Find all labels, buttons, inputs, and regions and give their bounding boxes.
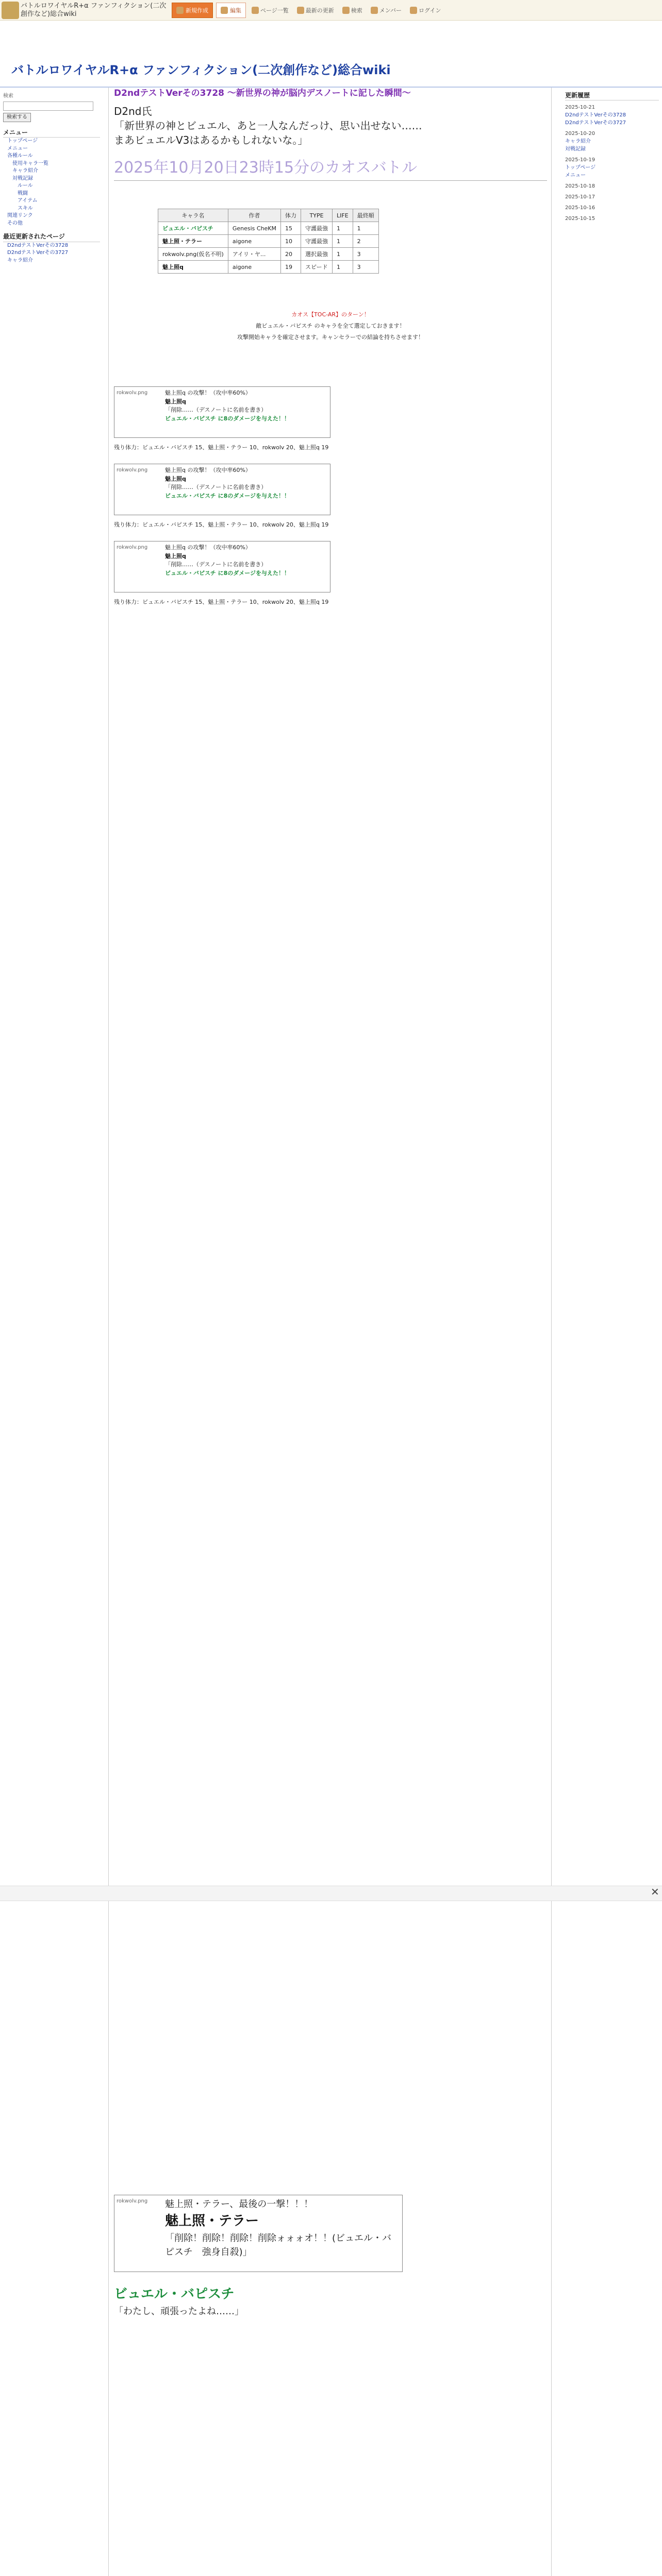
battle-card-text — [165, 544, 327, 578]
card-line: 魅上照q の攻撃！（攻中率60%） — [165, 389, 251, 396]
intro-line: 攻撃開始キャラを確定させます。キャンセラーでの結論を持ちさせます！ — [237, 334, 424, 341]
table-cell: 2 — [353, 235, 378, 248]
menu-item[interactable]: 使用キャラ一覧 — [12, 160, 48, 166]
login-link[interactable]: ログイン — [408, 6, 443, 14]
update-date: 2025-10-15 — [565, 216, 595, 222]
character-stat-table — [158, 209, 379, 274]
update-item[interactable]: 対戦記録 — [565, 146, 586, 152]
recent-item[interactable]: D2ndテストVerその3727 — [7, 250, 69, 256]
clock-icon — [297, 7, 304, 14]
table-cell: 15 — [281, 222, 301, 235]
victory-card — [114, 2282, 403, 2324]
update-item[interactable]: キャラ紹介 — [565, 139, 591, 144]
update-date: 2025-10-21 — [565, 105, 595, 110]
main-content — [108, 88, 552, 2576]
battle-card — [114, 386, 330, 438]
recent-heading: 最近更新されたページ — [3, 232, 100, 242]
page-list-link[interactable]: ページ一覧 — [250, 6, 291, 14]
new-page-button[interactable]: 新規作成 — [172, 3, 213, 18]
search-button[interactable]: 検索する — [3, 113, 31, 123]
table-cell: 魅上照q — [158, 261, 228, 274]
card-line: ビュエル・バピスチ に8のダメージを与えた！！ — [165, 415, 290, 422]
column-header: 体力 — [281, 209, 301, 222]
search-link[interactable]: 検索 — [340, 6, 365, 14]
battle-title: 2025年10月20日23時15分のカオスバトル — [114, 155, 547, 181]
card-line: ビュエル・バピスチ — [114, 2286, 235, 2302]
menu-heading: メニュー — [3, 128, 100, 138]
card-line: 魅上照q の攻撃！（攻中率60%） — [165, 467, 251, 473]
top-bar — [0, 0, 662, 21]
finisher-card — [114, 2195, 403, 2272]
card-line: 魅上照q — [165, 398, 186, 405]
menu-item[interactable]: 対戦記録 — [12, 175, 33, 181]
right-sidebar — [562, 88, 662, 2576]
card-line: ビュエル・バピスチ に8のダメージを与えた！！ — [165, 492, 290, 499]
search-label: 検索 — [3, 93, 13, 99]
search-icon — [342, 7, 350, 14]
table-cell: 守護最強 — [301, 235, 333, 248]
battle-card-text — [165, 466, 327, 500]
table-cell: 1 — [333, 235, 353, 248]
update-date: 2025-10-20 — [565, 131, 595, 137]
update-date: 2025-10-17 — [565, 194, 595, 200]
card-line: 「わたし、頑張ったよね……」 — [114, 2306, 244, 2317]
column-header: 最終順 — [353, 209, 378, 222]
victory-text — [114, 2284, 400, 2318]
update-date: 2025-10-18 — [565, 183, 595, 189]
column-header: LIFE — [333, 209, 353, 222]
menu-item[interactable]: スキル — [18, 205, 33, 211]
card-line: 「削除！削除！削除！削除ォォォオ！！(ビュエル・バピスチ 強身自殺)」 — [165, 2233, 392, 2258]
column-header: 作者 — [228, 209, 280, 222]
site-name[interactable]: バトルロワイヤルR+α ファンフィクション(二次創作など)総合wiki — [21, 2, 167, 18]
card-line: 「削除……（デスノートに名前を書き） — [165, 406, 267, 413]
turn-summary: 残り体力：ビュエル・バピスチ 15、魅上照・テラー 10、rokwolv 20、魅上照q 19 — [114, 521, 329, 528]
char-image: rokwolv.png — [117, 467, 148, 473]
search-input[interactable] — [3, 101, 93, 111]
char-image: rokwolv.png — [117, 390, 148, 396]
battle-intro — [114, 309, 547, 343]
battle-card-text — [165, 389, 327, 423]
card-line: 魅上照q の攻撃！（攻中率60%） — [165, 544, 251, 551]
char-image: rokwolv.png — [117, 2198, 148, 2204]
table-cell: 1 — [333, 222, 353, 235]
table-cell: 1 — [333, 261, 353, 274]
table-cell: 魅上照・テラー — [158, 235, 228, 248]
edit-button[interactable]: 編集 — [216, 3, 246, 18]
menu-item[interactable]: 戦闘 — [18, 190, 28, 196]
updates-heading: 更新履歴 — [565, 91, 659, 100]
table-cell: aigone — [228, 235, 280, 248]
recent-list — [3, 242, 100, 265]
turn-summary: 残り体力：ビュエル・バピスチ 15、魅上照・テラー 10、rokwolv 20、魅上照q 19 — [114, 599, 329, 605]
site-logo[interactable] — [2, 2, 19, 19]
quote-line: まあビュエルV3はあるかもしれないな。」 — [114, 134, 308, 146]
table-cell: 19 — [281, 261, 301, 274]
menu-list — [3, 138, 100, 227]
member-link[interactable]: メンバー — [369, 6, 404, 14]
recent-updates-link[interactable]: 最新の更新 — [295, 6, 336, 14]
table-cell: 3 — [353, 261, 378, 274]
quote-line: 「新世界の神とビュエル、あと一人なんだっけ、思い出せない…… — [114, 120, 422, 132]
login-icon — [410, 7, 417, 14]
card-line: 魅上照q — [165, 475, 186, 482]
battle-card — [114, 464, 330, 515]
member-icon — [371, 7, 378, 14]
table-cell: アイリ・ヤ... — [228, 248, 280, 261]
page-heading: D2ndテストVerその3728 ～新世界の神が脳内デスノートに記した瞬間～ — [114, 88, 411, 98]
update-date: 2025-10-19 — [565, 157, 595, 163]
intro-line: カオス【TOC-AR】のターン！ — [291, 311, 370, 318]
table-row — [158, 261, 379, 274]
table-cell: 守護最強 — [301, 222, 333, 235]
edit-icon — [221, 7, 228, 14]
card-line: 「削除……（デスノートに名前を書き） — [165, 561, 267, 568]
table-cell: rokwolv.png(仮名不明) — [158, 248, 228, 261]
menu-item[interactable]: ルール — [18, 183, 33, 189]
update-item[interactable]: D2ndテストVerその3728 — [565, 112, 626, 118]
table-cell: 1 — [333, 248, 353, 261]
finisher-text — [165, 2197, 399, 2259]
left-sidebar — [0, 88, 103, 2576]
close-icon[interactable]: ✕ — [651, 1886, 659, 1898]
menu-item[interactable]: アイテム — [18, 198, 38, 204]
wiki-title[interactable]: バトルロワイヤルR+α ファンフィクション(二次創作など)総合wiki — [11, 63, 391, 77]
column-header: TYPE — [301, 209, 333, 222]
table-row — [158, 235, 379, 248]
table-cell: スピード — [301, 261, 333, 274]
menu-item[interactable]: 各種ルール — [7, 153, 33, 159]
card-line: 魅上照・テラー — [165, 2213, 259, 2229]
recent-item[interactable]: D2ndテストVerその3728 — [7, 242, 69, 248]
update-date: 2025-10-16 — [565, 205, 595, 211]
new-icon — [176, 7, 184, 14]
turn-summary: 残り体力：ビュエル・バピスチ 15、魅上照・テラー 10、rokwolv 20、魅上照q 19 — [114, 444, 329, 451]
menu-item[interactable]: メニュー — [7, 145, 28, 151]
page-author: D2nd氏 — [114, 105, 152, 117]
battle-card — [114, 541, 330, 592]
card-line: 魅上照q — [165, 552, 186, 560]
recent-item[interactable]: キャラ紹介 — [7, 257, 33, 263]
menu-item[interactable]: トップページ — [7, 138, 38, 144]
card-line: ビュエル・バピスチ に8のダメージを与えた！！ — [165, 569, 290, 577]
menu-item[interactable]: キャラ紹介 — [12, 168, 38, 174]
menu-item[interactable]: 関連リンク — [7, 213, 33, 219]
wiki-header — [0, 21, 662, 88]
card-line: 「削除……（デスノートに名前を書き） — [165, 484, 267, 490]
table-cell: 10 — [281, 235, 301, 248]
table-row — [158, 222, 379, 235]
column-header: キャラ名 — [158, 209, 228, 222]
table-cell: Genesis CheKM — [228, 222, 280, 235]
table-cell: 20 — [281, 248, 301, 261]
table-cell: ビュエル・バピスチ — [158, 222, 228, 235]
list-icon — [252, 7, 259, 14]
update-item[interactable]: トップページ — [565, 165, 596, 171]
menu-item[interactable]: その他 — [7, 220, 23, 226]
table-cell: 1 — [353, 222, 378, 235]
intro-line: 敵ビュエル・バピスチ のキャラを全て選定しておきます！ — [256, 323, 405, 329]
table-cell: 3 — [353, 248, 378, 261]
char-image: rokwolv.png — [117, 545, 148, 550]
card-line: 魅上照・テラー、最後の一撃！！！ — [165, 2199, 313, 2210]
update-item[interactable]: メニュー — [565, 173, 586, 178]
table-row — [158, 248, 379, 261]
table-cell: aigone — [228, 261, 280, 274]
table-cell: 選択最強 — [301, 248, 333, 261]
update-item[interactable]: D2ndテストVerその3727 — [565, 120, 626, 126]
table-header-row — [158, 209, 379, 222]
